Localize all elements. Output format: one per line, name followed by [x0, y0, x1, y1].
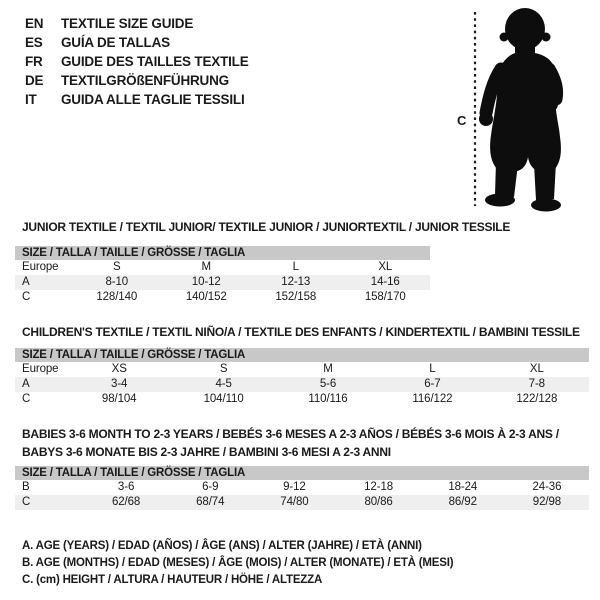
- language-label: TEXTILE SIZE GUIDE: [61, 16, 194, 31]
- language-row: [25, 71, 249, 90]
- language-label: GUIDE DES TAILLES TEXTILE: [61, 54, 249, 69]
- language-label: GUIDA ALLE TAGLIE TESSILI: [61, 92, 245, 107]
- row-label: A: [22, 378, 30, 390]
- language-row: [25, 52, 249, 71]
- table-row-age: [15, 275, 430, 290]
- section-title-line: BABYS 3-6 MONATE BIS 2-3 JAHRE / BAMBINI 3-6 MESI A 2-3 ANNI: [22, 445, 391, 459]
- footnote-a: A. AGE (YEARS) / EDAD (AÑOS) / ÂGE (ANS) / ALTER (JAHRE) / ETÀ (ANNI): [22, 540, 422, 552]
- footnotes: [22, 538, 453, 589]
- size-cell: 110/116: [308, 393, 348, 405]
- size-cell: 14-16: [370, 276, 400, 288]
- language-row: [25, 14, 249, 33]
- row-label: C: [22, 496, 31, 508]
- language-code: DE: [25, 73, 44, 88]
- language-header: [25, 14, 249, 109]
- section-title-junior: JUNIOR TEXTILE / TEXTIL JUNIOR/ TEXTILE JUNIOR / JUNIORTEXTIL / JUNIOR TESSILE: [22, 220, 511, 234]
- size-cell: S: [112, 261, 121, 273]
- size-cell: 128/140: [96, 291, 138, 303]
- size-cell: 6-9: [202, 481, 219, 493]
- language-code: ES: [25, 35, 43, 50]
- size-header-bar: SIZE / TALLA / TAILLE / GRÖSSE / TAGLIA: [15, 246, 430, 260]
- size-cell: 5-6: [319, 378, 337, 390]
- language-code: IT: [25, 92, 37, 107]
- row-label: B: [22, 481, 30, 493]
- size-cell: 104/110: [203, 393, 244, 405]
- language-code: FR: [25, 54, 43, 69]
- size-cell: 8-10: [105, 276, 129, 288]
- size-cell: 92/98: [532, 496, 562, 508]
- size-cell: 6-7: [424, 378, 441, 390]
- size-cell: 98/104: [101, 393, 137, 405]
- toddler-silhouette-graphic: [448, 5, 590, 217]
- size-cell: L: [429, 363, 436, 375]
- size-cell: 12-18: [364, 481, 394, 493]
- table-row-age: [15, 377, 589, 392]
- section-title-babies: [22, 425, 559, 461]
- size-cell: 86/92: [448, 496, 477, 508]
- size-cell: 10-12: [191, 276, 221, 288]
- section-title-children: CHILDREN'S TEXTILE / TEXTIL NIÑO/A / TEXTILE DES ENFANTS / KINDERTEXTIL / BAMBINI TESSILE: [22, 325, 580, 339]
- size-cell: 74/80: [280, 496, 309, 508]
- size-cell: S: [219, 363, 228, 375]
- size-cell: 62/68: [111, 496, 141, 508]
- language-row: [25, 33, 249, 52]
- table-row-height: [15, 495, 589, 510]
- size-cell: 18-24: [448, 481, 478, 493]
- table-row-age-months: [15, 480, 589, 495]
- children-size-table: [15, 348, 589, 407]
- size-cell: M: [323, 363, 333, 375]
- size-cell: 122/128: [516, 393, 558, 405]
- row-label: A: [22, 276, 30, 288]
- size-cell: 24-36: [532, 481, 562, 493]
- section-title-line: BABIES 3-6 MONTH TO 2-3 YEARS / BEBÉS 3-6 MESES A 2-3 AÑOS / BÉBÉS 3-6 MOIS À 2-3 ANS /: [22, 427, 559, 441]
- footnote-b: B. AGE (MONTHS) / EDAD (MESES) / ÂGE (MOIS) / ALTER (MONATE) / ETÀ (MESI): [22, 557, 454, 569]
- size-guide-figure: [448, 5, 590, 217]
- measure-label-c: C: [457, 113, 467, 128]
- toddler-silhouette: [479, 8, 561, 212]
- size-cell: 3-4: [111, 378, 128, 390]
- table-row-europe: [15, 362, 589, 377]
- row-label: Europe: [22, 261, 59, 273]
- language-row: [25, 90, 249, 109]
- size-cell: 12-13: [281, 276, 311, 288]
- size-cell: L: [292, 261, 299, 273]
- size-cell: 4-5: [215, 378, 232, 390]
- size-cell: XS: [111, 363, 127, 375]
- size-cell: XL: [378, 261, 393, 273]
- language-code: EN: [25, 16, 44, 31]
- babies-size-table: [15, 466, 589, 510]
- language-label: GUÍA DE TALLAS: [61, 35, 170, 50]
- language-label: TEXTILGRÖßENFÜHRUNG: [61, 73, 229, 88]
- row-label: C: [22, 291, 31, 303]
- size-cell: 158/170: [364, 291, 406, 303]
- junior-size-table: [15, 246, 430, 305]
- size-cell: 140/152: [185, 291, 227, 303]
- size-cell: 116/122: [412, 393, 453, 405]
- size-cell: XL: [529, 363, 544, 375]
- size-cell: 68/74: [196, 496, 225, 508]
- row-label: C: [22, 393, 31, 405]
- size-cell: 152/158: [275, 291, 317, 303]
- row-label: Europe: [22, 363, 59, 375]
- size-cell: 80/86: [364, 496, 393, 508]
- footnote-c: C. (cm) HEIGHT / ALTURA / HAUTEUR / HÖHE / ALTEZZA: [22, 574, 323, 586]
- size-cell: M: [201, 261, 211, 273]
- table-row-height: [15, 290, 430, 305]
- size-cell: 9-12: [283, 481, 306, 493]
- size-header-bar: SIZE / TALLA / TAILLE / GRÖSSE / TAGLIA: [15, 348, 589, 362]
- size-cell: 7-8: [528, 378, 545, 390]
- size-cell: 3-6: [117, 481, 135, 493]
- size-header-bar: SIZE / TALLA / TAILLE / GRÖSSE / TAGLIA: [15, 466, 589, 480]
- table-row-europe: [15, 260, 430, 275]
- table-row-height: [15, 392, 589, 407]
